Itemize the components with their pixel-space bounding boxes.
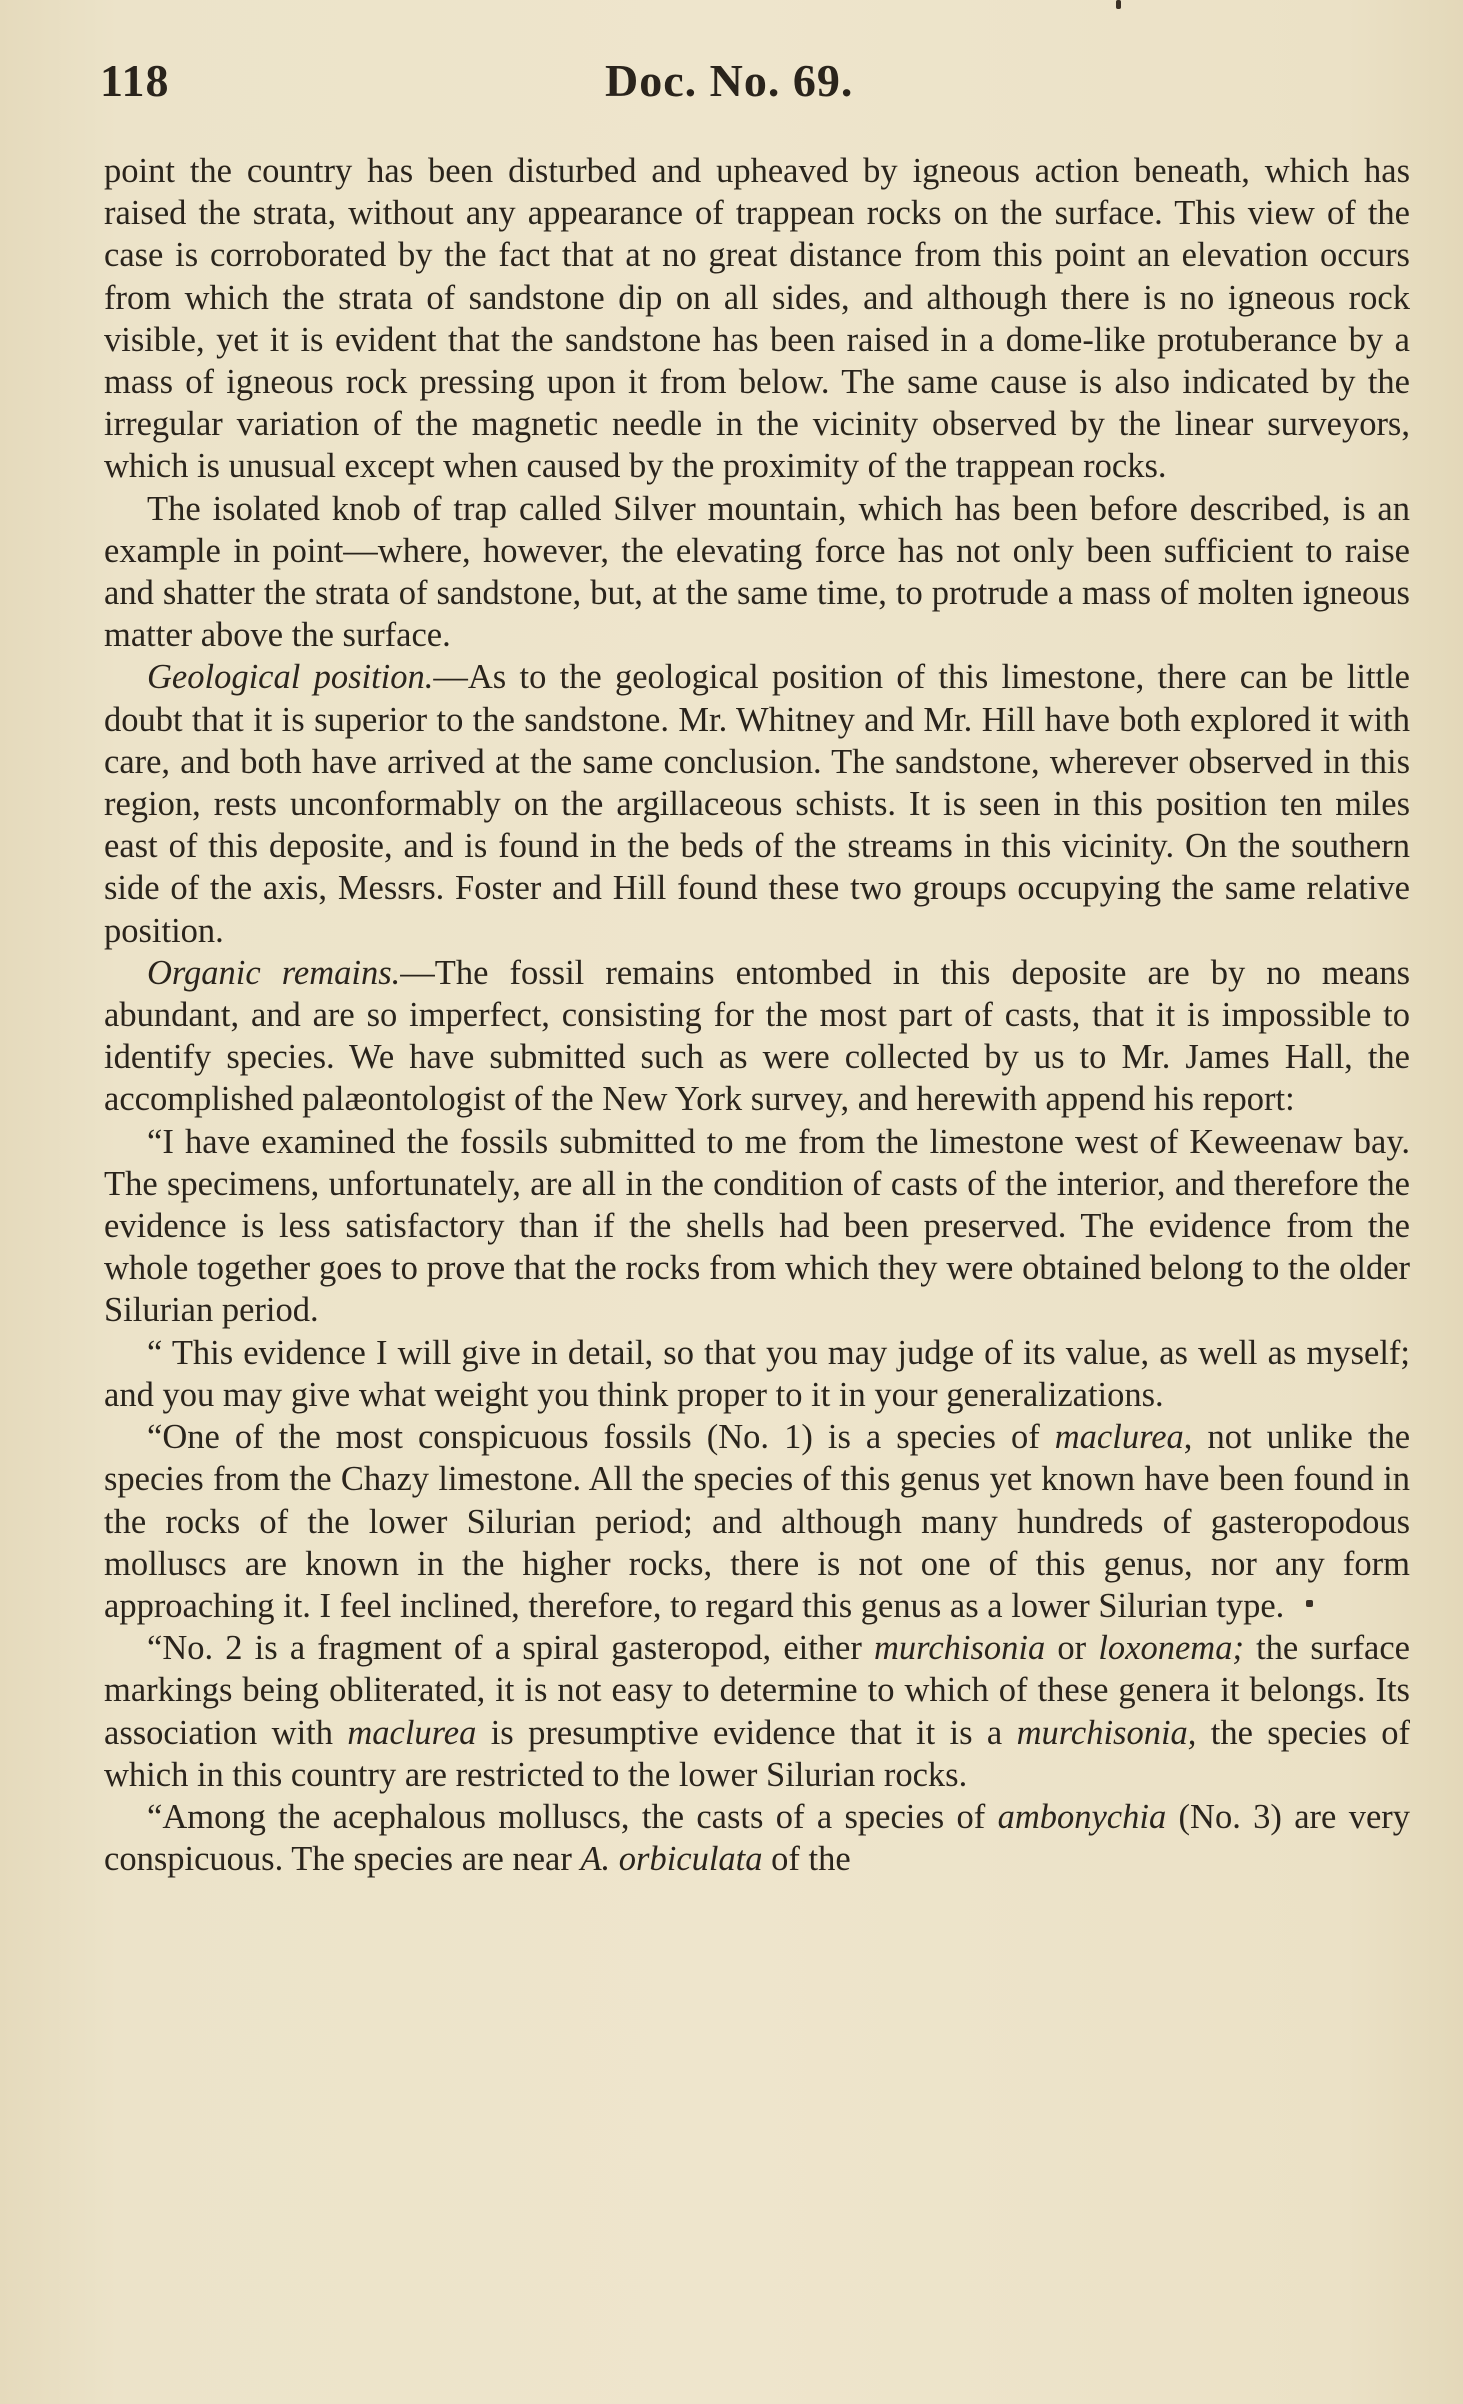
paragraph-text: “One of the most conspicuous fossils (No. 1) is a species of (147, 1418, 1055, 1457)
paragraph-text: the species of which in this country are restricted to the lower Silurian rocks. (104, 1713, 1411, 1794)
genus-name: murchisonia, (1016, 1713, 1197, 1752)
paragraph-text: (No. 3) are very conspicuous. The species are near (104, 1797, 1410, 1879)
paragraph (104, 1121, 1410, 1332)
paragraph-text: point the country has been disturbed and upheaved by igneous action beneath, which has raised the strata, without any appearance of trappean rocks on the surface. This view of the case is corroborated by the fact that at no great distance from this point an elevation occurs from which the strata of sandstone dip on all sides, and although there is no igneous rock visible, yet it is evident that the sandstone has been raised in a dome-like protuberance by a mass of igneous rock pressing upon it from below. The same cause is also indicated by the irregular variation of the magnetic needle in the vicinity observed by the linear surveyors, which is unusual except when caused by the proximity of the trappean rocks. (104, 152, 1410, 486)
paragraph-text: “No. 2 is a fragment of a spiral gasteropod, either (147, 1629, 875, 1668)
species-name: A. orbiculata (580, 1840, 763, 1879)
paragraph-text: is presumptive evidence that it is a (476, 1713, 1017, 1752)
paragraph-text: , not unlike the species from the Chazy limestone. All the species of this genus yet known have been found in the rocks of the lower Silurian period; and although many hundreds of gasteropodous molluscs are known in the higher rocks, there is not one of this genus, nor any form approaching it. I feel inclined, therefore, to regard this genus as a lower Silurian type. (104, 1418, 1411, 1625)
paragraph-text: The isolated knob of trap called Silver mountain, which has been before described, is an example in point—where, however, the elevating force has not only been sufficient to raise and shatter the strata of sandstone, but, at the same time, to protrude a mass of molten igneous matter above the surface. (104, 489, 1410, 655)
genus-name: ambonychia (997, 1797, 1167, 1836)
running-header (100, 54, 1410, 114)
genus-name: murchisonia (874, 1629, 1046, 1668)
paragraph (104, 1416, 1410, 1627)
page-number: 118 (100, 55, 170, 106)
paragraph-text: or (1045, 1629, 1099, 1668)
paragraph (104, 488, 1410, 657)
document-title: Doc. No. 69. (605, 55, 854, 106)
body-text (104, 150, 1410, 1880)
ink-speck (1116, 0, 1121, 9)
genus-name: maclurea (347, 1713, 477, 1752)
paragraph-text: of the (762, 1840, 851, 1879)
paragraph-text: “Among the acephalous molluscs, the casts of a species of (147, 1797, 998, 1836)
paragraph-text: —As to the geological position of this limestone, there can be little doubt that it is superior to the sandstone. Mr. Whitney and Mr. Hill have both explored it with care, and both have arrived at the same conclusion. The sandstone, wherever observed in this region, rests unconformably on the argillaceous schists. It is seen in this position ten miles east of this deposite, and is found in the beds of the streams in this vicinity. On the southern side of the axis, Messrs. Foster and Hill found these two groups occupying the same relative position. (104, 658, 1410, 950)
paragraph-text: the surface markings being obliterated, it is not easy to determine to which of these genera it belongs. Its association with (104, 1629, 1410, 1752)
paragraph (104, 656, 1410, 951)
paragraph-text: “ This evidence I will give in detail, so that you may judge of its value, as well as myself; and you may give what weight you think proper to it in your generalizations. (104, 1333, 1410, 1414)
paragraph-text: —The fossil remains entombed in this deposite are by no means abundant, and are so imperfect, consisting for the most part of casts, that it is impossible to identify species. We have submitted such as were collected by us to Mr. James Hall, the accomplished palæontologist of the New York survey, and herewith append his report: (104, 953, 1411, 1119)
paragraph (104, 150, 1410, 488)
section-heading-organic-remains: Organic remains. (147, 953, 401, 992)
section-heading-geological-position: Geological position. (147, 658, 434, 697)
paragraph (104, 1332, 1410, 1416)
genus-name: loxonema; (1098, 1629, 1244, 1668)
paragraph (104, 952, 1410, 1121)
paragraph (104, 1796, 1410, 1880)
ink-speck (1306, 1600, 1313, 1607)
genus-name: maclurea (1054, 1418, 1184, 1457)
paragraph (104, 1627, 1410, 1796)
paragraph-text: “I have examined the fossils submitted to me from the limestone west of Keweenaw bay. The specimens, unfortunately, are all in the condition of casts of the interior, and therefore the evidence is less satisfactory than if the shells had been preserved. The evidence from the whole together goes to prove that the rocks from which they were obtained belong to the older Silurian period. (104, 1122, 1410, 1330)
